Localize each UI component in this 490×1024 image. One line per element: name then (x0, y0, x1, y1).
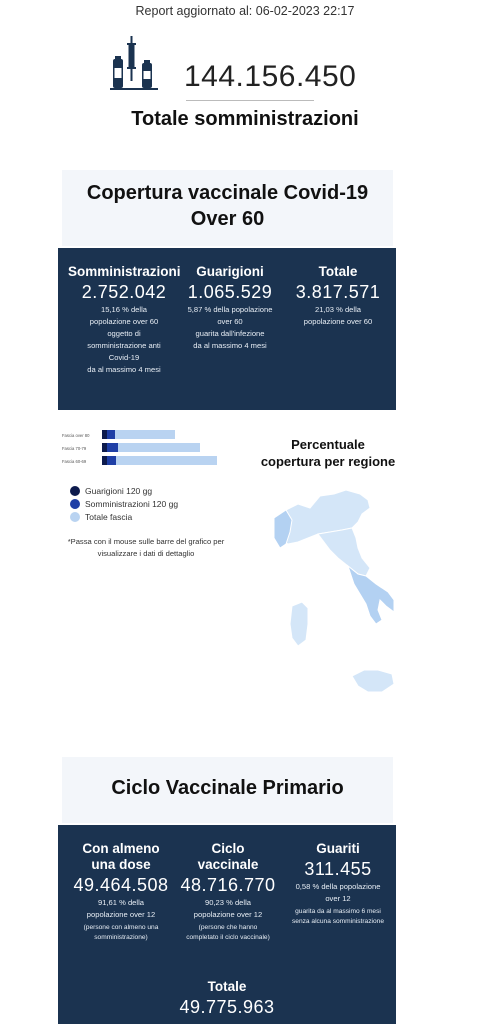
region-sicilia[interactable] (352, 670, 394, 692)
stat-description: 5,87 % della popolazione over 60 guarita dall'infezione da al massimo 4 mesi (187, 305, 273, 350)
stat-description: 15,16 % della popolazione over 60 oggetto di somministrazione anti Covid-19 da al massimo 4 mesi (87, 305, 161, 374)
legend-item: Somministrazioni 120 gg (70, 497, 178, 510)
italy-region-map[interactable] (268, 488, 394, 702)
stat-totale-ciclo (58, 979, 396, 1019)
bar-somministrazioni-120-gg[interactable] (107, 430, 115, 439)
chart-hover-note: *Passa con il mouse sulle barre del grafico per visualizzare i dati di dettaglio (67, 537, 225, 558)
stat-title: Guariti (316, 841, 360, 856)
bar-somministrazioni-120-gg[interactable] (107, 443, 118, 452)
stat-ciclo-vaccinale (176, 841, 280, 943)
stat-description: 21,03 % della popolazione over 60 (303, 305, 373, 326)
stat-title: Somministrazioni (68, 264, 181, 279)
report-updated-text: Report aggiornato al: 06-02-2023 22:17 (135, 4, 355, 18)
region-map-title: Percentuale copertura per regione (260, 437, 396, 469)
coverage-stats-panel (58, 248, 396, 410)
bar-totale-fascia[interactable] (115, 430, 175, 439)
stat-title: Ciclo vaccinale (197, 841, 259, 872)
coverage-header-panel (62, 170, 393, 246)
stat-value: 49.775.963 (179, 997, 275, 1017)
stat-totale (288, 264, 388, 328)
stat-guarigioni (180, 264, 280, 352)
stat-value: 49.464.508 (73, 875, 169, 895)
bar-totale-fascia[interactable] (116, 456, 217, 465)
tick-label: Fascia 70-79 (62, 446, 87, 451)
bar-guarigioni-120-gg[interactable] (102, 443, 107, 452)
region-south[interactable] (348, 566, 394, 624)
legend-swatch (70, 512, 80, 522)
region-center[interactable] (318, 528, 370, 576)
bar-guarigioni-120-gg[interactable] (102, 456, 107, 465)
stat-somministrazioni (68, 264, 180, 376)
bar-guarigioni-120-gg[interactable] (102, 430, 107, 439)
legend-item: Guarigioni 120 gg (70, 484, 178, 497)
stat-guariti (284, 841, 392, 927)
stat-description: 90,23 % della popolazione over 12 (193, 898, 263, 919)
total-administrations-label: Totale somministrazioni (131, 108, 359, 130)
stat-value: 3.817.571 (295, 282, 381, 302)
stat-value: 311.455 (304, 859, 372, 879)
bar-totale-fascia[interactable] (118, 443, 200, 452)
age-band-bar-chart[interactable] (62, 428, 232, 476)
divider (186, 100, 314, 101)
chart-legend (70, 484, 178, 523)
syringe-vials-icon (110, 36, 158, 92)
legend-swatch (70, 499, 80, 509)
total-administrations-value: 144.156.450 (184, 60, 357, 93)
stat-title: Con almeno una dose (82, 841, 160, 872)
stat-description: 91,61 % della popolazione over 12 (86, 898, 156, 919)
coverage-title: Copertura vaccinale Covid-19 Over 60 (86, 182, 369, 230)
stat-value: 1.065.529 (187, 282, 273, 302)
stat-note: guarita da al massimo 6 mesi senza alcuna somministrazione (292, 908, 384, 925)
legend-item: Totale fascia (70, 510, 178, 523)
stat-description: 0,58 % della popolazione over 12 (295, 882, 381, 903)
stat-note: (persone che hanno completato il ciclo vaccinale) (186, 924, 270, 941)
stat-title: Totale (207, 979, 247, 994)
ciclo-header-panel (62, 757, 393, 823)
stat-value: 48.716.770 (180, 875, 276, 895)
ciclo-stats-panel (58, 825, 396, 1024)
region-sardegna[interactable] (290, 602, 308, 646)
ciclo-title: Ciclo Vaccinale Primario (111, 777, 344, 799)
legend-swatch (70, 486, 80, 496)
tick-label: Fascia 60-69 (62, 459, 87, 464)
bar-somministrazioni-120-gg[interactable] (107, 456, 116, 465)
tick-label: Fascia over 80 (62, 433, 90, 438)
stat-value: 2.752.042 (81, 282, 167, 302)
stat-note: (persone con almeno una somministrazione) (83, 924, 159, 941)
stat-title: Totale (318, 264, 358, 279)
stat-title: Guarigioni (196, 264, 264, 279)
stat-almeno-una-dose (66, 841, 176, 943)
